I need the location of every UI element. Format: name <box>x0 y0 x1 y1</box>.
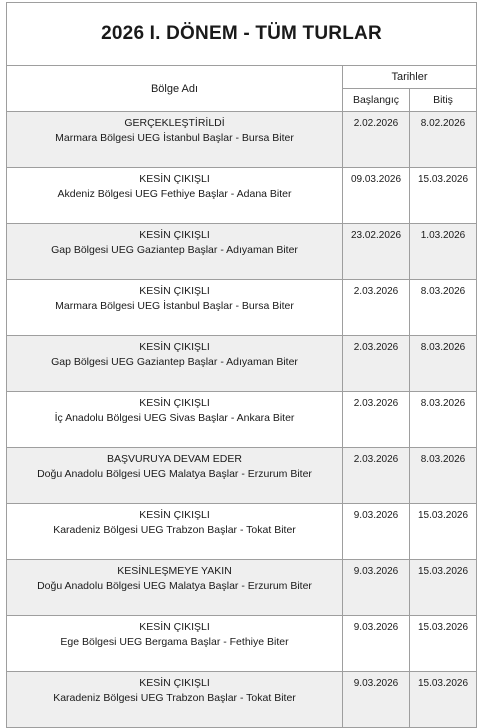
tour-status: KESİN ÇIKIŞLI <box>139 285 210 297</box>
tour-route: Karadeniz Bölgesi UEG Trabzon Başlar - Tokat Biter <box>53 692 296 704</box>
end-date: 1.03.2026 <box>410 224 477 280</box>
tour-status: BAŞVURUYA DEVAM EDER <box>107 453 242 465</box>
tour-route: Gap Bölgesi UEG Gaziantep Başlar - Adıyaman Biter <box>51 356 298 368</box>
tour-status: KESİN ÇIKIŞLI <box>139 621 210 633</box>
tour-status: KESİN ÇIKIŞLI <box>139 509 210 521</box>
table-row <box>7 112 477 168</box>
tour-status: KESİNLEŞMEYE YAKIN <box>117 565 232 577</box>
start-date: 9.03.2026 <box>343 560 410 616</box>
start-date: 2.03.2026 <box>343 392 410 448</box>
end-date: 15.03.2026 <box>410 560 477 616</box>
region-cell <box>7 560 343 616</box>
tour-status: KESİN ÇIKIŞLI <box>139 341 210 353</box>
start-date: 2.03.2026 <box>343 336 410 392</box>
tour-route: Akdeniz Bölgesi UEG Fethiye Başlar - Adana Biter <box>57 188 292 200</box>
table-row <box>7 280 477 336</box>
start-date: 2.03.2026 <box>343 448 410 504</box>
page-title: 2026 I. DÖNEM - TÜM TURLAR <box>7 3 477 66</box>
region-cell <box>7 672 343 728</box>
tour-route: Karadeniz Bölgesi UEG Trabzon Başlar - Tokat Biter <box>53 524 296 536</box>
end-date: 8.03.2026 <box>410 336 477 392</box>
start-date: 2.03.2026 <box>343 280 410 336</box>
table-row <box>7 336 477 392</box>
end-date: 8.02.2026 <box>410 112 477 168</box>
start-date: 9.03.2026 <box>343 672 410 728</box>
tour-route: Doğu Anadolu Bölgesi UEG Malatya Başlar - Erzurum Biter <box>37 580 312 592</box>
end-date: 8.03.2026 <box>410 280 477 336</box>
tour-status: KESİN ÇIKIŞLI <box>139 677 210 689</box>
tour-status: KESİN ÇIKIŞLI <box>139 173 210 185</box>
tour-status: KESİN ÇIKIŞLI <box>139 397 210 409</box>
dates-header: Tarihler <box>343 66 477 89</box>
start-date-header: Başlangıç <box>343 89 410 112</box>
start-date: 23.02.2026 <box>343 224 410 280</box>
table-row <box>7 672 477 728</box>
end-date: 15.03.2026 <box>410 504 477 560</box>
table-row <box>7 224 477 280</box>
start-date: 9.03.2026 <box>343 616 410 672</box>
table-row <box>7 616 477 672</box>
tour-route: Ege Bölgesi UEG Bergama Başlar - Fethiye Biter <box>60 636 289 648</box>
region-cell <box>7 280 343 336</box>
region-cell <box>7 168 343 224</box>
start-date: 09.03.2026 <box>343 168 410 224</box>
region-cell <box>7 112 343 168</box>
region-cell <box>7 224 343 280</box>
table-row <box>7 448 477 504</box>
end-date: 8.03.2026 <box>410 448 477 504</box>
tour-route: Marmara Bölgesi UEG İstanbul Başlar - Bursa Biter <box>55 132 294 144</box>
start-date: 2.02.2026 <box>343 112 410 168</box>
end-date: 15.03.2026 <box>410 168 477 224</box>
end-date-header: Bitiş <box>410 89 477 112</box>
table-row <box>7 392 477 448</box>
start-date: 9.03.2026 <box>343 504 410 560</box>
tour-status: KESİN ÇIKIŞLI <box>139 229 210 241</box>
tour-status: GERÇEKLEŞTİRİLDİ <box>124 117 225 129</box>
table-row <box>7 168 477 224</box>
region-cell <box>7 504 343 560</box>
region-header: Bölge Adı <box>7 66 343 112</box>
tour-route: Doğu Anadolu Bölgesi UEG Malatya Başlar - Erzurum Biter <box>37 468 312 480</box>
table-row <box>7 560 477 616</box>
tour-route: İç Anadolu Bölgesi UEG Sivas Başlar - Ankara Biter <box>54 412 295 424</box>
region-cell <box>7 616 343 672</box>
region-cell <box>7 448 343 504</box>
table-row <box>7 504 477 560</box>
tours-table <box>6 2 477 728</box>
end-date: 15.03.2026 <box>410 672 477 728</box>
tour-route: Gap Bölgesi UEG Gaziantep Başlar - Adıyaman Biter <box>51 244 298 256</box>
region-cell <box>7 392 343 448</box>
tour-route: Marmara Bölgesi UEG İstanbul Başlar - Bursa Biter <box>55 300 294 312</box>
region-cell <box>7 336 343 392</box>
end-date: 8.03.2026 <box>410 392 477 448</box>
tours-body <box>7 112 477 728</box>
end-date: 15.03.2026 <box>410 616 477 672</box>
